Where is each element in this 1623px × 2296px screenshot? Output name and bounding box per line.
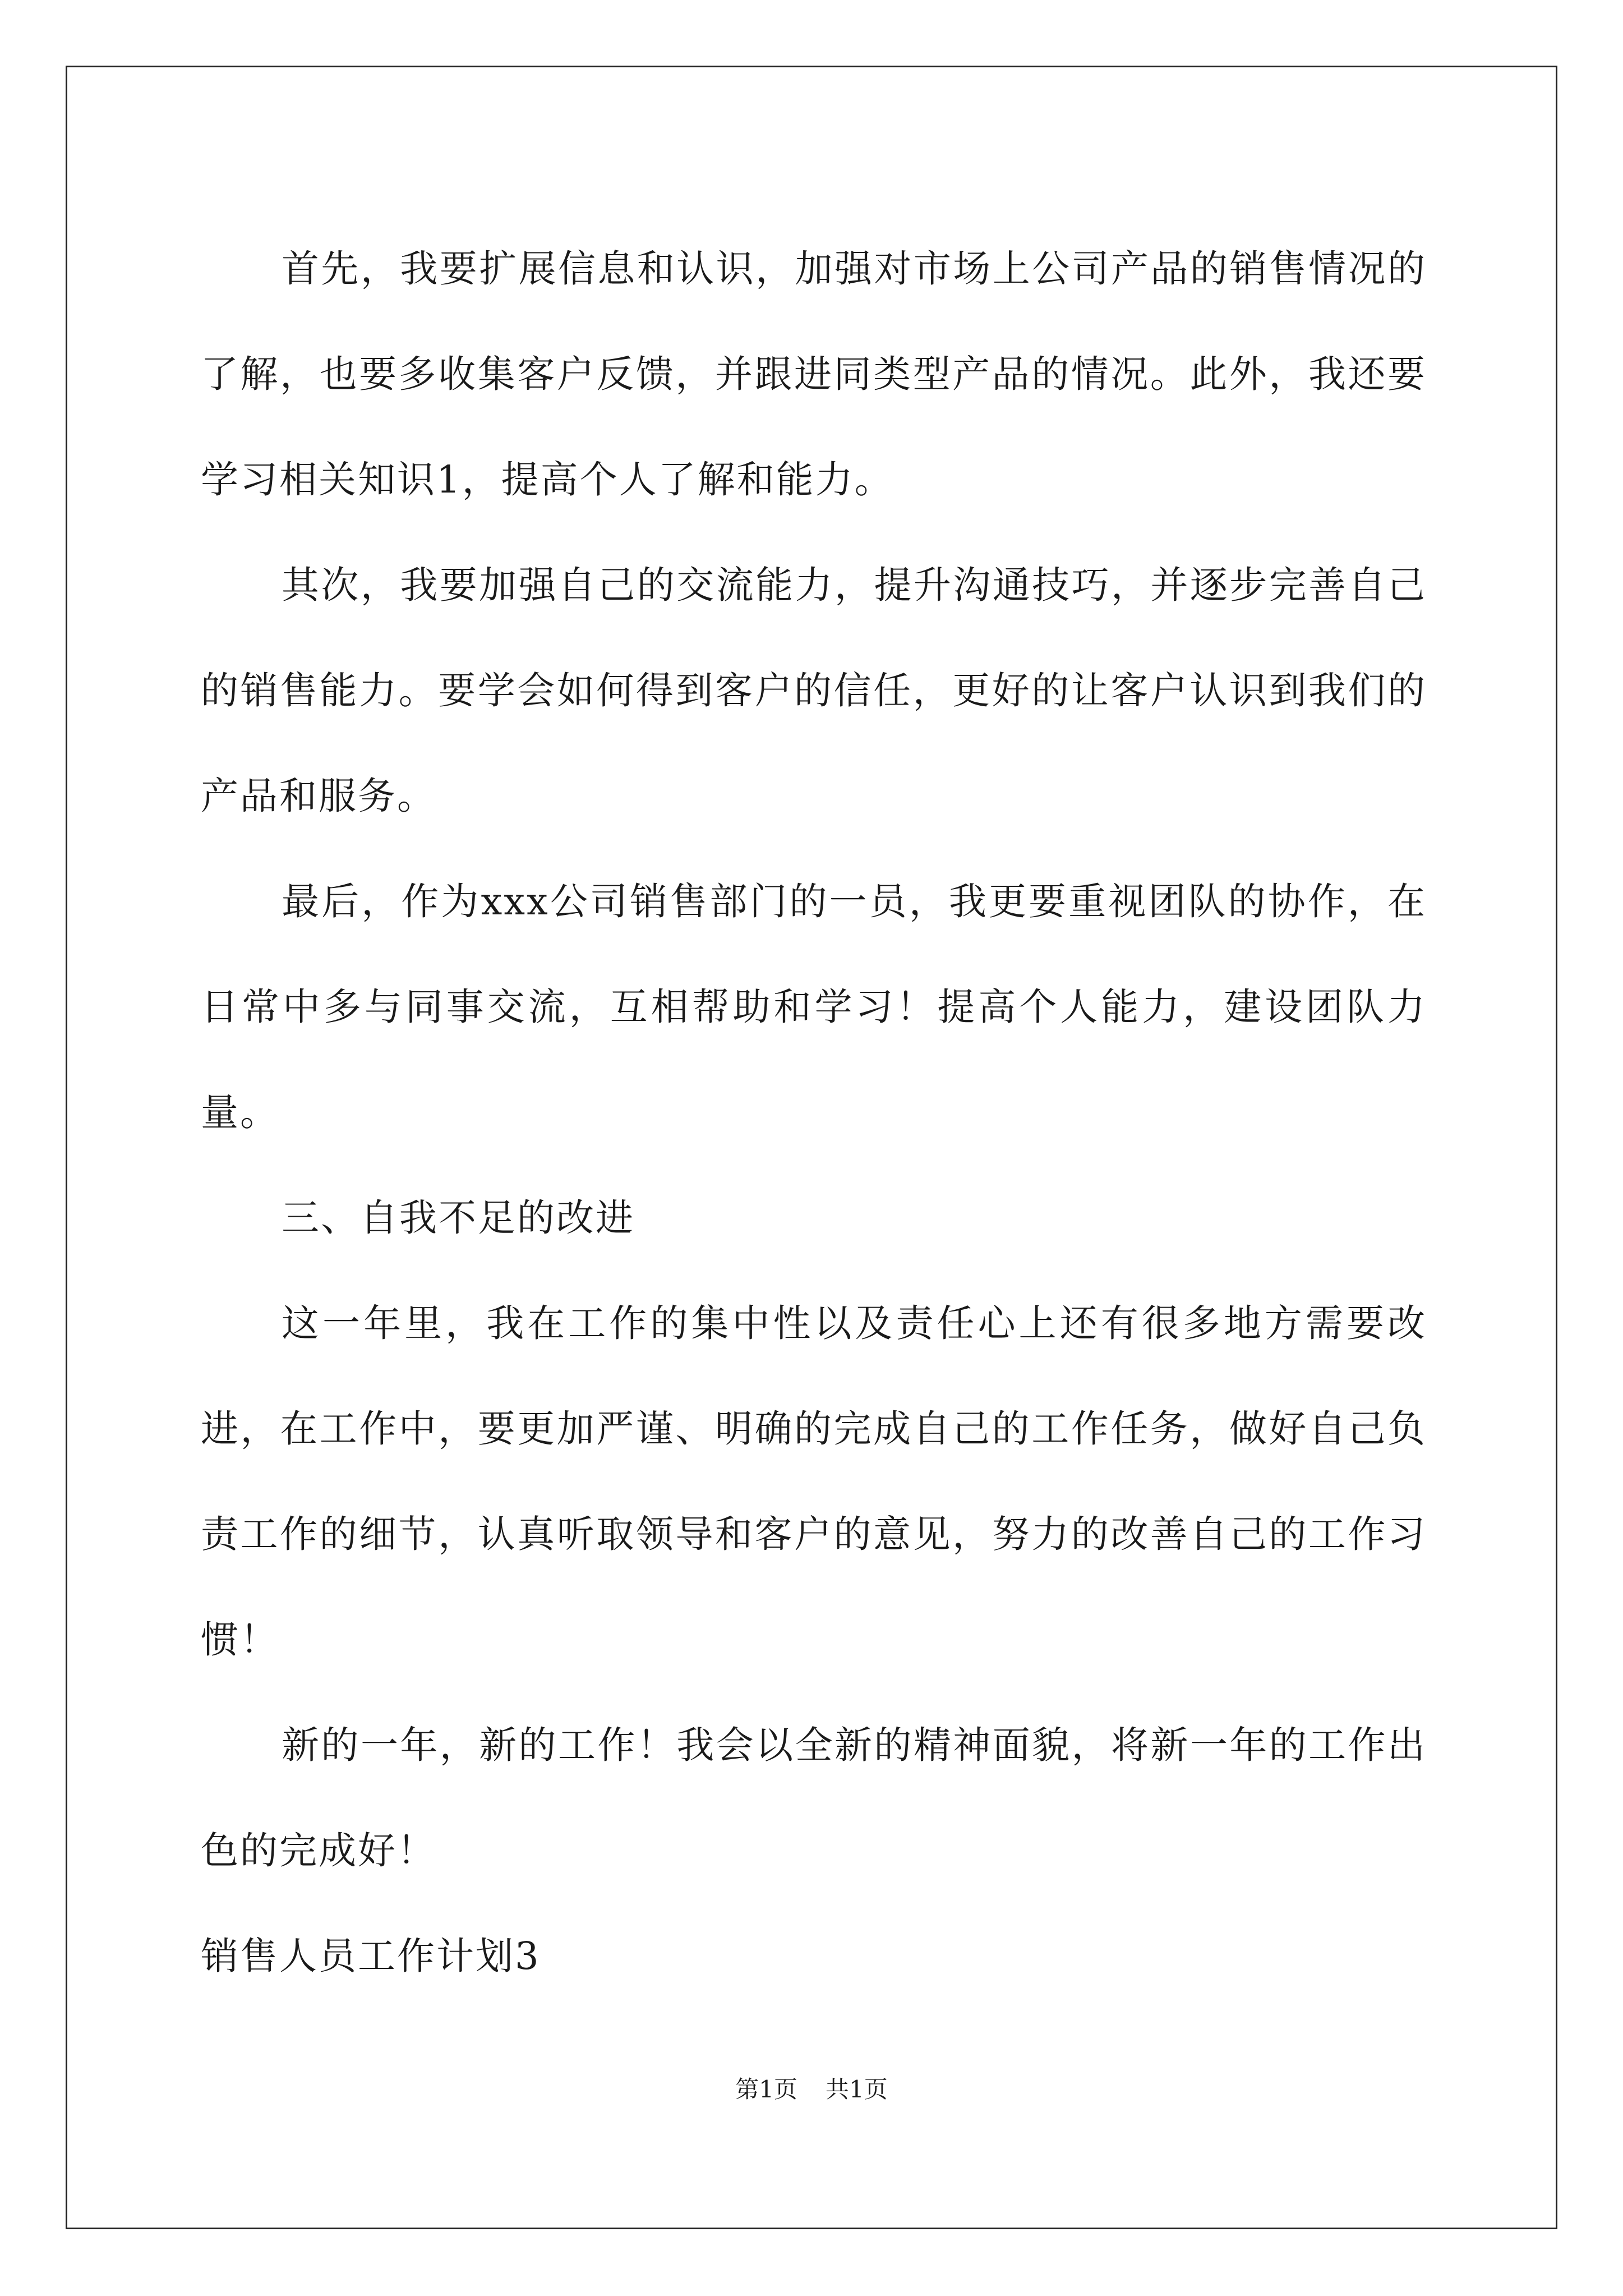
paragraph-shortcomings: 这一年里，我在工作的集中性以及责任心上还有很多地方需要改进，在工作中，要更加严谨、明确的完成自己的工作任务，做好自己负责工作的细节，认真听取领导和客户的意见，努力的改善自己的工作习惯！ (201, 1301, 1427, 1662)
paragraph-teamwork: 最后，作为xxx公司销售部门的一员，我更要重视团队的协作，在日常中多与同事交流，互相帮助和学习！提高个人能力，建设团队力量。 (201, 880, 1427, 1134)
document-body (201, 216, 1427, 2009)
page-footer (0, 2073, 1623, 2106)
paragraph-communication-skills: 其次，我要加强自己的交流能力，提升沟通技巧，并逐步完善自己的销售能力。要学会如何得到客户的信任，更好的让客户认识到我们的产品和服务。 (201, 563, 1427, 818)
paragraph-expand-knowledge: 首先，我要扩展信息和认识，加强对市场上公司产品的销售情况的了解，也要多收集客户反馈，并跟进同类型产品的情况。此外，我还要学习相关知识1，提高个人了解和能力。 (201, 247, 1427, 501)
document-title: 销售人员工作计划3 (201, 1934, 541, 1978)
section-heading-improvement: 三、自我不足的改进 (282, 1196, 635, 1240)
paragraph-new-year: 新的一年，新的工作！我会以全新的精神面貌，将新一年的工作出色的完成好！ (201, 1723, 1427, 1872)
page-number: 第1页 (735, 2076, 797, 2103)
page-total: 共1页 (826, 2076, 888, 2103)
